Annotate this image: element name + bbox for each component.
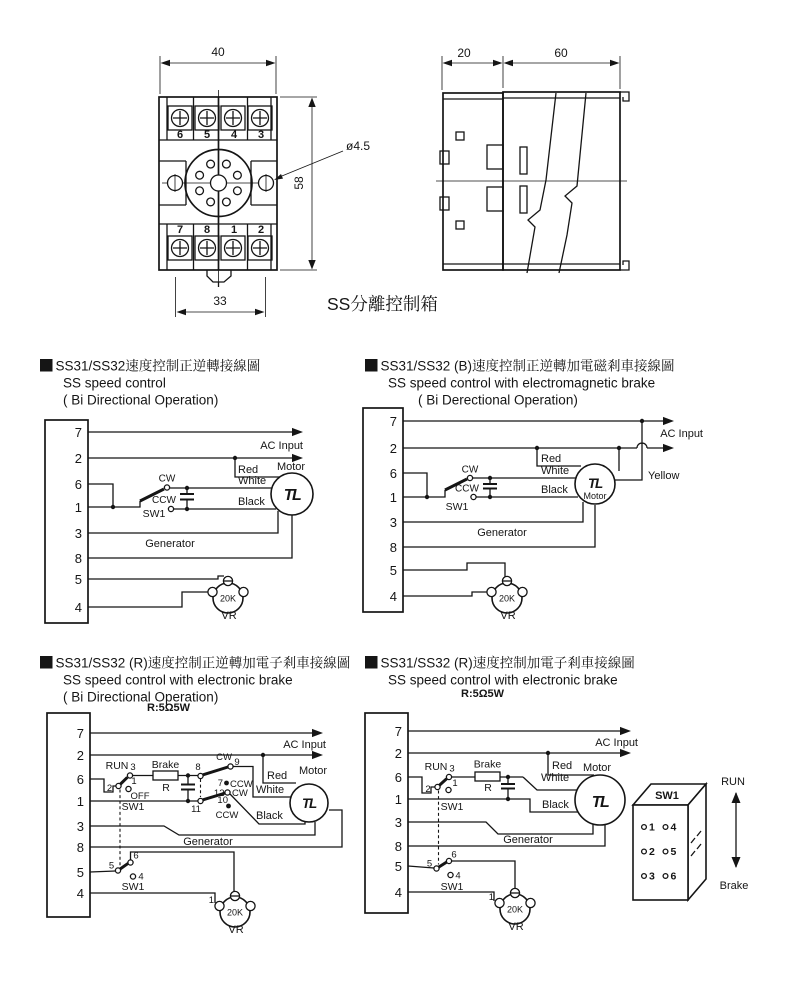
contact-number: 4 [138,871,144,883]
vr-value: 20K [226,907,244,918]
pole-contact [115,868,120,873]
panel-terminal [663,874,668,879]
pin-label: 5 [389,563,397,578]
wire-label-white: White [541,772,570,784]
terminal-number: 5 [203,129,211,141]
junction-dot [506,797,510,801]
vr-label: VR [500,610,516,622]
brand-logo: TL [591,794,609,811]
pin-label: 4 [389,589,397,604]
terminal-number: 6 [176,129,184,141]
contact-number: 1 [452,778,458,789]
pin-label: 4 [394,885,402,900]
motor-label: Motor [582,762,612,774]
pin-label: 5 [76,865,84,880]
panel-terminal [663,825,668,830]
ccw-label: CCW [152,495,176,506]
resistor-spec: R:5Ω5W [147,702,191,714]
section-title-sub: ( Bi Directional Operation) [63,689,219,705]
pin-label: 4 [74,600,82,615]
contact-number: 4 [455,870,461,882]
run-label: RUN [105,760,129,772]
junction-dot [111,505,115,509]
vr-terminal [215,901,224,910]
contact-number: 10 [217,795,228,806]
terminal-number: 2 [257,224,265,236]
generator-label: Generator [145,538,195,550]
vr-value: 20K [506,904,524,915]
sw1-label: SW1 [142,508,166,520]
vr-terminal [246,901,255,910]
junction-dot [617,446,621,450]
ac-input-label: AC Input [660,428,703,440]
pin-label: 6 [74,477,82,492]
motor [575,464,615,504]
hole-diameter-label: ø4.5 [346,139,371,153]
dim-label: 60 [554,46,568,60]
pin-label: 4 [76,886,84,901]
terminal-number: 8 [203,224,211,236]
sw1-label: SW1 [440,881,464,893]
contact-number: 11 [191,804,201,815]
pin-label: 8 [76,840,84,855]
cw-contact [467,475,472,480]
junction-dot [233,456,237,460]
run-contact [446,774,451,779]
pin-label: 2 [74,451,82,466]
sw1-label: SW1 [121,801,145,813]
pin-label: 2 [389,441,397,456]
section-title-zh: SS31/SS32 (B)速度控制正逆轉加電磁剎車接線圖 [380,358,675,374]
pin-label: 1 [74,500,82,515]
pin-label: 1 [76,794,84,809]
contact-number: 6 [133,850,139,862]
pin-label: 6 [76,772,84,787]
vr-terminal [208,587,217,596]
motor-label: Motor [276,461,306,473]
section-title-en: SS speed control with electromagnetic brake [388,375,656,391]
ccw-label: CCW [455,483,479,495]
section-marker [40,359,53,372]
contact-8 [198,773,203,778]
pin-label: 7 [74,425,82,440]
motor-label: Motor [298,765,328,777]
panel-terminal [642,825,647,830]
cw-label: CW [232,788,248,799]
contact-7 [224,781,229,786]
pin-label: 1 [389,490,397,505]
vr-label: VR [221,610,237,622]
panel-title: SW1 [655,790,679,802]
run-label: RUN [424,761,448,773]
junction-dot [185,507,189,511]
brake-label: Brake [151,759,180,771]
pin-label: 7 [394,724,402,739]
brand-logo: TL [283,487,301,504]
section-title-zh: SS31/SS32 (R)速度控制加電子剎車接線圖 [380,655,635,671]
generator-label: Generator [503,834,553,846]
ac-input-label: AC Input [283,739,326,751]
contact-number: 2 [425,784,431,795]
contact-9 [228,764,233,769]
caption-text: SS分離控制箱 [327,294,438,314]
brake-label: Brake [473,758,502,771]
pin-label: 5 [394,859,402,874]
wire-label-white: White [256,784,285,796]
vr-terminal [239,587,248,596]
junction-dot [488,476,492,480]
junction-dot [425,495,429,499]
pin-label: 8 [394,839,402,854]
ccw-label: CCW [230,779,253,790]
section-title-en: SS speed control [63,375,166,391]
wire-label-red: Red [267,770,288,782]
wire-label-red: Red [238,464,259,476]
contact-4 [448,872,453,877]
contact-11 [198,798,203,803]
wire-label-black: Black [238,496,265,508]
terminal-number: 7 [176,224,184,236]
pin-label: 7 [389,414,397,429]
off-contact [446,787,451,792]
cw-label: CW [461,464,479,476]
dim-label: 58 [292,176,306,190]
junction-dot [506,775,510,779]
section-marker [40,656,53,669]
center-hole [211,175,227,191]
contact-6 [128,860,133,865]
terminal-number: 4 [230,129,238,141]
panel-terminal-number: 2 [649,846,655,858]
pole-contact [434,866,439,871]
vr-terminal [526,898,535,907]
wire-label-red: Red [552,760,573,772]
dim-label: 33 [213,294,227,308]
panel-terminal-number: 1 [649,821,655,834]
sw1-label: SW1 [445,501,469,513]
pin-label: 8 [74,551,82,566]
contact-number: 5 [426,858,433,870]
pin-label: 1 [394,792,402,807]
section-title-zh: SS31/SS32 (R)速度控制正逆轉加電子剎車接線圖 [55,655,351,671]
vr-label: VR [508,921,524,933]
wire-label-yellow: Yellow [648,470,680,482]
vr-terminal-number: 1 [208,895,214,906]
ccw-label: CCW [215,810,239,821]
vr-terminal [518,587,527,596]
wire-label-red: Red [541,453,562,465]
contact-number: 9 [234,757,240,768]
section-title-zh: SS31/SS32速度控制正逆轉接線圖 [55,358,261,374]
pin-label: 6 [394,770,402,785]
panel-terminal-number: 5 [670,846,677,858]
terminal-number: 1 [230,224,238,236]
section-marker [365,359,378,372]
panel-side-face [688,784,706,900]
section-title-en: SS speed control with electronic brake [63,672,293,688]
pin-label: 3 [389,515,397,530]
vr-terminal [487,587,496,596]
junction-dot [185,486,189,490]
panel-run-label: RUN [721,776,745,788]
terminal-number: 3 [257,129,265,141]
panel-terminal [642,874,647,879]
sw1-label: SW1 [440,801,464,813]
pin-label: 6 [389,466,397,481]
contact-number: 6 [451,849,457,861]
motor-label: Motor [583,491,607,501]
pin-label: 5 [74,572,82,587]
resistor-spec: R:5Ω5W [461,688,505,700]
generator-label: Generator [183,836,233,848]
section-title-en: SS speed control with electronic brake [388,672,618,688]
panel-terminal-number: 3 [649,870,655,883]
brand-logo: TL [301,796,317,811]
wire-label-white: White [541,465,570,477]
brand-logo: TL [587,476,603,491]
pin-label: 3 [394,815,402,830]
panel-terminal [642,849,647,854]
dim-label: 20 [457,46,471,60]
vr-value: 20K [498,593,516,604]
section-title-sub: ( Bi Directional Operation) [63,392,219,408]
ccw-contact [168,506,173,511]
pin-label: 7 [76,726,84,741]
section-marker [365,656,378,669]
contact-number: 7 [217,778,223,789]
wire-label-black: Black [542,799,569,811]
pin-label: 3 [76,819,84,834]
pin-label: 2 [76,748,84,763]
contact-number: 12 [213,788,225,799]
junction-dot [546,751,550,755]
panel-terminal-number: 4 [670,821,677,834]
cw-contact [164,485,169,490]
pin-label: 3 [74,526,82,541]
resistor-label: R [484,782,492,794]
cw-label: CW [158,473,176,485]
resistor-label: R [162,782,170,794]
panel-brake-label: Brake [719,880,749,892]
section-title-sub: ( Bi Derectional Operation) [418,392,578,408]
off-label: OFF [130,791,150,802]
junction-dot [186,799,190,803]
generator-label: Generator [477,527,527,539]
contact-number: 3 [449,763,455,775]
ccw-contact [471,494,476,499]
cw-label: CW [216,752,232,763]
ac-input-label: AC Input [260,440,303,452]
sw1-label: SW1 [121,881,145,893]
dim-label: 40 [211,45,225,59]
pole-contact [435,784,440,789]
wire-label-black: Black [256,810,283,822]
wire-label-white: White [238,475,267,487]
junction-dot [261,753,265,757]
panel-terminal [663,849,668,854]
junction-dot [488,495,492,499]
contact-4 [130,874,135,879]
pin-label: 2 [394,746,402,761]
wire-label-black: Black [541,484,568,496]
panel-terminal-number: 6 [670,870,677,883]
pole-contact [116,783,121,788]
vr-value: 20K [219,593,237,604]
vr-terminal-number: 1 [488,892,494,903]
junction-dot [640,419,644,423]
vr-label: VR [228,924,244,936]
ac-input-label: AC Input [595,737,638,749]
contact-number: 8 [195,762,201,773]
contact-number: 3 [130,762,136,773]
junction-dot [535,446,539,450]
contact-number: 5 [108,860,115,872]
junction-dot [186,773,190,777]
contact-number: 2 [106,783,113,794]
contact-number: 1 [131,776,137,787]
vr-terminal [495,898,504,907]
pin-label: 8 [389,540,397,555]
